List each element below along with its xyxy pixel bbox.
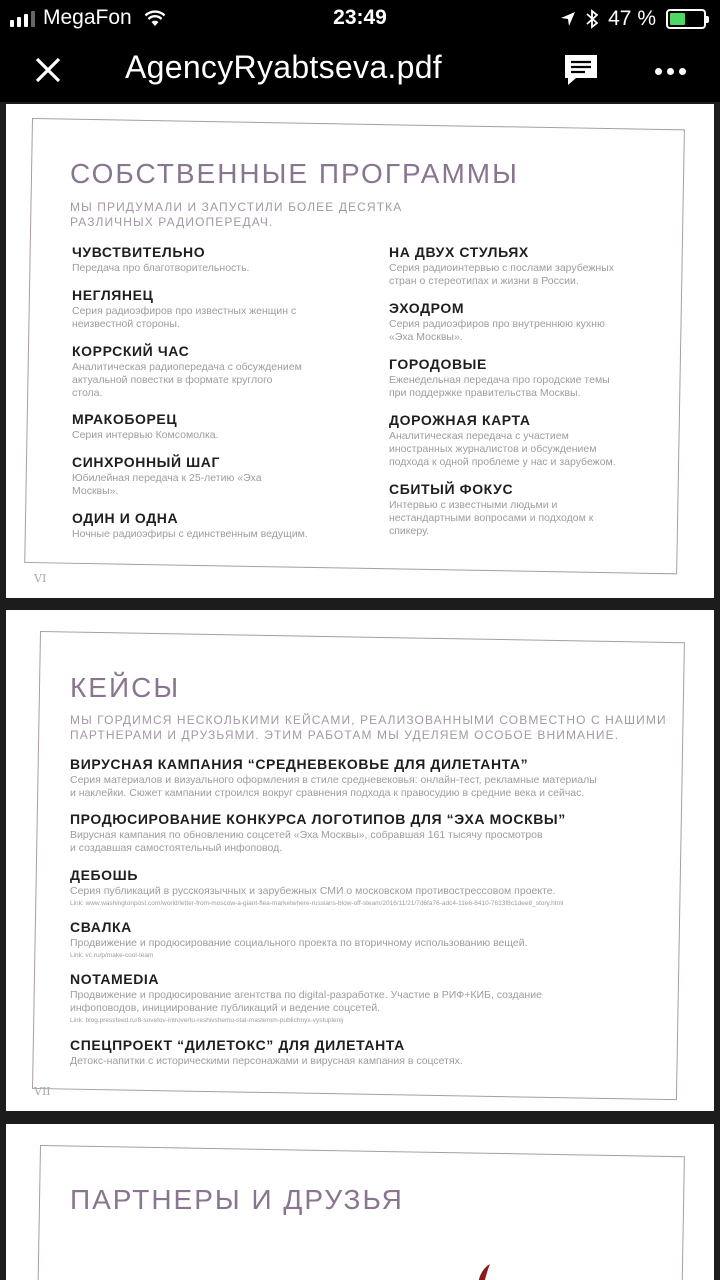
list-item: ВИРУСНАЯ КАМПАНИЯ “СРЕДНЕВЕКОВЬЕ ДЛЯ ДИЛЕТАНТА” Серия материалов и визуального оформления в стиле средневековья: онлайн-тест, рекламные материалы и наклейки. Сюжет кампании строился вокруг сравнения подхода к правосудию в средние века и сейчас. (70, 756, 597, 799)
list-item: КОРРСКИЙ ЧАС Аналитическая радиопередача с обсуждением актуальной повестки в формате круглого стола. (72, 343, 302, 399)
more-button[interactable] (650, 56, 690, 86)
comment-icon (562, 52, 600, 88)
page-heading: СОБСТВЕННЫЕ ПРОГРАММЫ (70, 158, 519, 189)
battery-icon (666, 9, 706, 29)
viewer-toolbar (0, 38, 720, 102)
close-button[interactable] (30, 52, 66, 88)
list-item: ГОРОДОВЫЕ Еженедельная передача про городские темы при поддержке правительства Москвы. (389, 356, 610, 399)
list-item: МРАКОБОРЕЦ Серия интервью Комсомолка. (72, 411, 219, 441)
pdf-page-7 (6, 610, 714, 1111)
item-link[interactable]: Link: www.washingtonpost.com/world/letter-from-moscow-a-giant-flea-marketwhere-russians-blow-off-steam/2016/11/21/7d6fa76-adc4-11e6-8410-7613f8c1dee8_story.html (70, 900, 564, 907)
page-intro: МЫ ГОРДИМСЯ НЕСКОЛЬКИМИ КЕЙСАМИ, РЕАЛИЗОВАННЫМИ СОВМЕСТНО С НАШИМИ ПАРТНЕРАМИ И ДРУЗЬЯМИ. ЭТИМ РАБОТАМ МЫ УДЕЛЯЕМ ОСОБОЕ ВНИМАНИЕ. (70, 713, 667, 742)
pdf-page-8 (6, 1124, 714, 1280)
page-number: VII (34, 1085, 51, 1098)
item-link[interactable]: Link: vc.ru/p/make-cool-team (70, 952, 154, 959)
bluetooth-icon (586, 9, 598, 29)
list-item: СБИТЫЙ ФОКУС Интервью с известными людьми и нестандартными вопросами и подходом к спикеру. (389, 481, 594, 537)
list-item: СПЕЦПРОЕКТ “ДИЛЕТОКС” ДЛЯ ДИЛЕТАНТА Детокс-напитки с историческими персонажами и вирусная кампания в соцсетях. (70, 1037, 463, 1067)
page-heading: ПАРТНЕРЫ И ДРУЗЬЯ (70, 1184, 404, 1215)
list-item: NOTAMEDIA Продвижение и продюсирование агентства по digital-разработке. Участие в РИФ+КИБ, создание инфоповодов, инициирование публикаций и ведение соцсетей. Link: blog.pressfeed.ru/8-sovetov-introvertu-reshivshemu-stat-masterom-publichnyx-vystuplenij (70, 971, 670, 1024)
decorative-shape (468, 1264, 492, 1280)
more-icon (655, 68, 662, 75)
list-item: ЧУВСТВИТЕЛЬНО Передача про благотворительность. (72, 244, 250, 274)
document-title: AgencyRyabtseva.pdf (125, 49, 442, 85)
comment-button[interactable] (562, 52, 600, 88)
location-arrow-icon (560, 11, 576, 27)
list-item: НА ДВУХ СТУЛЬЯХ Серия радиоинтервью с послами зарубежных стран о стереотипах и жизни в России. (389, 244, 615, 287)
page-heading: КЕЙСЫ (70, 672, 181, 703)
list-item: ДОРОЖНАЯ КАРТА Аналитическая передача с участием иностранных журналистов и обсуждением подхода к одной проблеме у нас и зарубежом. (389, 412, 616, 468)
clock: 23:49 (333, 6, 387, 29)
list-item: ДЕБОШЬ Серия публикаций в русскоязычных и зарубежных СМИ о московском противострессовом проекте. Link: www.washingtonpost.com/world/letter-from-moscow-a-giant-flea-marketwhere-russians-blow-off-steam/2016/11/21/7d6fa76-adc4-11e6-8410-7613f8c1dee8_story.html (70, 867, 670, 907)
status-right (560, 7, 706, 31)
list-item: СИНХРОННЫЙ ШАГ Юбилейная передача к 25-летию «Эха Москвы». (72, 454, 262, 497)
list-item: НЕГЛЯНЕЦ Серия радиоэфиров про известных женщин с неизвестной стороны. (72, 287, 297, 330)
carrier-name: MegaFon (43, 6, 132, 29)
close-icon (35, 57, 61, 83)
list-item: СВАЛКА Продвижение и продюсирование социального проекта по вторичному использованию вещей. Link: vc.ru/p/make-cool-team (70, 919, 670, 959)
pdf-page-6 (6, 104, 714, 598)
item-link[interactable]: Link: blog.pressfeed.ru/8-sovetov-introvertu-reshivshemu-stat-masterom-publichnyx-vystuplenij (70, 1017, 344, 1024)
list-item: ОДИН И ОДНА Ночные радиоэфиры с единственным ведущим. (72, 510, 308, 540)
page-number: VI (34, 572, 47, 585)
status-bar (0, 0, 720, 38)
list-item: ПРОДЮСИРОВАНИЕ КОНКУРСА ЛОГОТИПОВ ДЛЯ “ЭХА МОСКВЫ” Вирусная кампания по обновлению соцсетей «Эха Москвы», собравшая 161 тысячу просмотров и создавшая самостоятельный инфоповод. (70, 811, 566, 854)
page-intro: МЫ ПРИДУМАЛИ И ЗАПУСТИЛИ БОЛЕЕ ДЕСЯТКА РАЗЛИЧНЫХ РАДИОПЕРЕДАЧ. (70, 200, 403, 229)
battery-percent: 47 % (608, 7, 656, 30)
list-item: ЭХОДРОМ Серия радиоэфиров про внутреннюю кухню «Эха Москвы». (389, 300, 605, 343)
